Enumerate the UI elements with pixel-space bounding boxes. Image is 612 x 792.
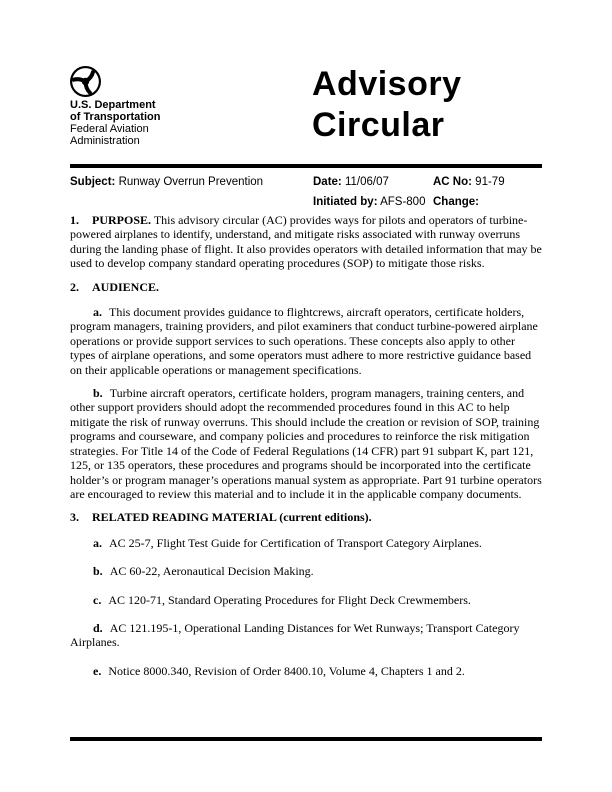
item-text: Notice 8000.340, Revision of Order 8400.10, Volume 4, Chapters 1 and 2. xyxy=(108,663,465,678)
dept-name-line2: of Transportation xyxy=(70,111,161,123)
agency-block xyxy=(70,66,290,147)
paragraph-text: This advisory circular (AC) provides ways for pilots and operators of turbine-powered airplanes to identify, understand, and mitigate risks associated with runway overruns during the landing phase of flight. It also provides operators with detailed information that may be used to develop company standard operating procedures (SOP) to mitigate those risks. xyxy=(70,213,542,271)
item-letter: a. xyxy=(93,535,102,550)
agency-name-line2: Administration xyxy=(70,135,140,147)
item-text: AC 120-71, Standard Operating Procedures for Flight Deck Crewmembers. xyxy=(108,592,471,607)
date-field xyxy=(313,176,389,189)
date-label: Date: xyxy=(313,176,342,188)
agency-name-line1: Federal Aviation xyxy=(70,123,149,135)
subject-field xyxy=(70,176,263,189)
dept-name-line1: U.S. Department xyxy=(70,99,156,111)
subject-value: Runway Overrun Prevention xyxy=(118,176,264,188)
ac-no-field xyxy=(433,176,505,189)
paragraph-text: Turbine aircraft operators, certificate holders, program managers, training centers, and other support providers should adopt the recommended procedures found in this AC to help mitigate the risk of runway overruns. This should include the creation or revision of SOP, training programs and courseware, and company policies and procedures to reinforce the risk mitigation strategies. For Title 14 of the Code of Federal Regulations (14 CFR) part 91 subpart K, part 121, 125, or 135 operators, these procedures and programs should be incorporated into the certificate holder’s or program manager’s operations manual system as appropriate. Part 91 turbine operators are encouraged to review this material and to include it in the applicable company documents. xyxy=(70,386,542,501)
section-3-related-reading-heading xyxy=(70,510,542,524)
item-letter: b. xyxy=(93,386,103,401)
section-1-purpose xyxy=(70,213,542,271)
section-heading: AUDIENCE. xyxy=(92,279,160,294)
paragraph-2b xyxy=(70,386,542,501)
section-number: 2. xyxy=(70,279,79,294)
initiated-by-label: Initiated by: xyxy=(313,196,378,208)
reading-item-3d xyxy=(70,621,542,650)
change-label: Change: xyxy=(433,196,479,208)
item-text: AC 121.195-1, Operational Landing Distances for Wet Runways; Transport Category Airplanes. xyxy=(70,620,520,650)
footer-rule xyxy=(70,737,542,741)
item-letter: b. xyxy=(93,564,103,579)
paragraph-text: This document provides guidance to flightcrews, aircraft operators, certificate holders, program managers, training providers, and pilot examiners that conduct turbine-powered airplane operations or provide support services to such operations. These concepts also apply to other types of airplane operations, and some operators must adhere to more restrictive guidance based on their applicable operations or management specifications. xyxy=(70,305,538,377)
item-letter: c. xyxy=(93,592,102,607)
item-text: AC 25-7, Flight Test Guide for Certification of Transport Category Airplanes. xyxy=(109,535,482,550)
document-title xyxy=(312,64,462,146)
initiated-by-field xyxy=(313,196,425,209)
document-title-line2: Circular xyxy=(312,106,445,144)
date-value: 11/06/07 xyxy=(344,176,389,188)
paragraph-2a xyxy=(70,305,542,377)
section-heading: RELATED READING MATERIAL (current editions). xyxy=(92,510,372,525)
ac-no-value: 91-79 xyxy=(475,176,505,188)
change-field xyxy=(433,196,479,209)
reading-item-3a xyxy=(70,536,542,550)
item-text: AC 60-22, Aeronautical Decision Making. xyxy=(109,564,314,579)
item-letter: e. xyxy=(93,663,102,678)
reading-item-3c xyxy=(70,593,542,607)
document-body xyxy=(70,213,542,692)
reading-item-3e xyxy=(70,664,542,678)
ac-no-label: AC No: xyxy=(433,176,472,188)
document-title-line1: Advisory xyxy=(312,65,462,103)
header-rule xyxy=(70,164,542,168)
section-number: 3. xyxy=(70,510,79,525)
subject-label: Subject: xyxy=(70,176,116,188)
item-letter: d. xyxy=(93,620,103,635)
reading-item-3b xyxy=(70,564,542,578)
section-2-audience-heading xyxy=(70,280,542,294)
initiated-by-value: AFS-800 xyxy=(380,196,426,208)
item-letter: a. xyxy=(93,305,102,320)
section-number: 1. xyxy=(70,213,79,227)
section-heading: PURPOSE. xyxy=(92,213,152,227)
dot-logo xyxy=(70,66,101,97)
